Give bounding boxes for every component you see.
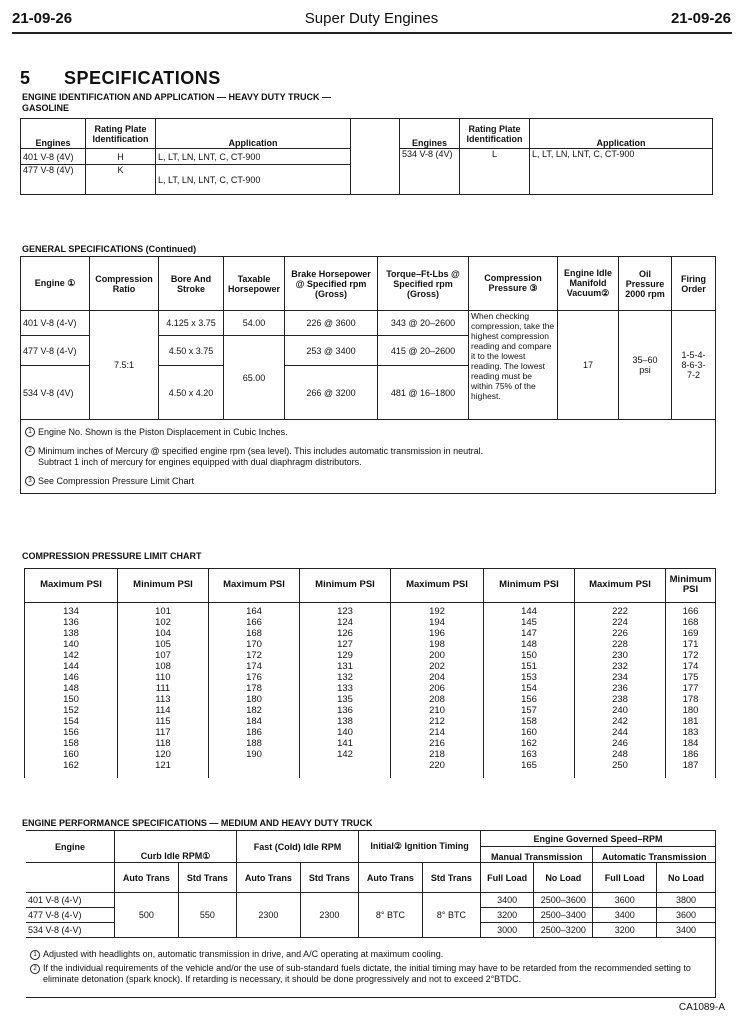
psi-cell: 156 [484, 695, 575, 706]
psi-cell: 196 [391, 629, 484, 640]
psi-cell: 120 [118, 750, 209, 761]
psi-cell: 240 [575, 706, 666, 717]
psi-cell: 152 [25, 706, 118, 717]
note-1: 1 Engine No. Shown is the Piston Displacement in Cubic Inches. [25, 427, 711, 438]
col-comp-pressure: Compression Pressure ③ [469, 257, 558, 311]
col-oil-pressure: Oil Pressure 2000 rpm [619, 257, 672, 311]
psi-cell: 236 [575, 684, 666, 695]
psi-cell: 216 [391, 739, 484, 750]
table-filler [25, 772, 716, 778]
col-engines-r: Engines [400, 119, 460, 149]
table-row: 477 V-8 (4-V) 4.50 x 3.75 65.00 253 @ 3400 415 @ 20–2600 [21, 336, 716, 366]
psi-cell: 162 [484, 739, 575, 750]
psi-cell: 180 [209, 695, 300, 706]
psi-cell: 224 [575, 618, 666, 629]
psi-cell: 210 [391, 706, 484, 717]
psi-cell: 148 [25, 684, 118, 695]
psi-cell: 145 [484, 618, 575, 629]
psi-cell: 157 [484, 706, 575, 717]
psi-cell: 186 [666, 750, 716, 761]
psi-cell: 172 [666, 651, 716, 662]
psi-cell: 154 [484, 684, 575, 695]
psi-cell: 158 [25, 739, 118, 750]
psi-cell: 147 [484, 629, 575, 640]
performance-subtitle: ENGINE PERFORMANCE SPECIFICATIONS — MEDIUM AND HEAVY DUTY TRUCK [22, 818, 373, 828]
psi-cell: 136 [25, 618, 118, 629]
psi-cell: 121 [118, 761, 209, 772]
col-bore-stroke: Bore And Stroke [159, 257, 224, 311]
psi-cell: 150 [25, 695, 118, 706]
psi-cell: 158 [484, 717, 575, 728]
psi-cell: 162 [25, 761, 118, 772]
psi-cell: 107 [118, 651, 209, 662]
psi-cell: 234 [575, 673, 666, 684]
psi-cell: 220 [391, 761, 484, 772]
psi-cell: 206 [391, 684, 484, 695]
psi-cell: 184 [209, 717, 300, 728]
psi-cell: 133 [300, 684, 391, 695]
psi-cell: 246 [575, 739, 666, 750]
psi-cell: 164 [209, 602, 300, 618]
psi-cell: 132 [300, 673, 391, 684]
psi-cell: 198 [391, 640, 484, 651]
psi-cell: 129 [300, 651, 391, 662]
psi-cell: 163 [484, 750, 575, 761]
compression-note: When checking compression, take the highest compression reading and compare it to the lowest reading. The lowest reading must be within 75% of the highest. [469, 311, 558, 420]
psi-cell: 175 [666, 673, 716, 684]
psi-cell: 160 [484, 728, 575, 739]
psi-cell: 140 [300, 728, 391, 739]
col-taxable-hp: Taxable Horsepower [224, 257, 285, 311]
col-engine: Engine ① [21, 257, 90, 311]
psi-cell: 108 [118, 662, 209, 673]
psi-cell: 105 [118, 640, 209, 651]
psi-cell: 187 [666, 761, 716, 772]
psi-cell: 218 [391, 750, 484, 761]
psi-cell: 146 [25, 673, 118, 684]
psi-cell: 169 [666, 629, 716, 640]
perf-note-2: 2 If the individual requirements of the vehicle and/or the use of sub-standard fuels dictate, the initial timing may have to be retarded from the recommended setting to eliminate detonation (spark knock). If retarding is necessary, it should be done progressively and not to exceed 2°BTDC. [30, 963, 711, 985]
psi-cell: 172 [209, 651, 300, 662]
psi-cell: 117 [118, 728, 209, 739]
psi-cell [209, 761, 300, 772]
general-subtitle: GENERAL SPECIFICATIONS (Continued) [22, 244, 197, 254]
psi-cell: 232 [575, 662, 666, 673]
psi-cell: 141 [300, 739, 391, 750]
psi-cell: 226 [575, 629, 666, 640]
psi-cell: 142 [25, 651, 118, 662]
firing-order-value: 1-5-4-8-6-3-7-2 [672, 311, 716, 420]
table-row [25, 750, 716, 761]
psi-cell: 126 [300, 629, 391, 640]
col-compression-ratio: Compression Ratio [90, 257, 159, 311]
psi-cell: 178 [666, 695, 716, 706]
table-row [25, 761, 716, 772]
table-row: 401 V-8 (4V) H L, LT, LN, LNT, C, CT-900 534 V-8 (4V) L L, LT, LN, LNT, C, CT-900 [21, 149, 713, 165]
section-number: 5 [20, 68, 31, 88]
psi-cell: 151 [484, 662, 575, 673]
performance-notes [26, 938, 716, 998]
psi-cell: 230 [575, 651, 666, 662]
psi-cell: 214 [391, 728, 484, 739]
psi-cell: 136 [300, 706, 391, 717]
psi-cell: 135 [300, 695, 391, 706]
psi-cell: 104 [118, 629, 209, 640]
psi-cell: 228 [575, 640, 666, 651]
psi-cell: 171 [666, 640, 716, 651]
psi-cell: 127 [300, 640, 391, 651]
psi-cell: 166 [209, 618, 300, 629]
psi-cell: 111 [118, 684, 209, 695]
page-number-right: 21-09-26 [670, 10, 731, 27]
psi-cell: 184 [666, 739, 716, 750]
psi-cell: 168 [209, 629, 300, 640]
table-row [25, 602, 716, 618]
psi-cell: 138 [300, 717, 391, 728]
psi-cell: 202 [391, 662, 484, 673]
col-vacuum: Engine Idle Manifold Vacuum② [558, 257, 619, 311]
psi-cell: 144 [484, 602, 575, 618]
psi-cell: 242 [575, 717, 666, 728]
psi-cell: 200 [391, 651, 484, 662]
header-rule [12, 32, 732, 34]
section-heading [20, 68, 221, 89]
note-3: 3 See Compression Pressure Limit Chart [25, 476, 711, 487]
page-number-left: 21-09-26 [12, 10, 73, 27]
psi-cell: 190 [209, 750, 300, 761]
general-specs-table [20, 256, 716, 494]
psi-cell: 166 [666, 602, 716, 618]
engine-id-table [20, 118, 713, 195]
col-rating: Rating Plate Identification [86, 119, 156, 149]
psi-cell: 150 [484, 651, 575, 662]
psi-cell: 180 [666, 706, 716, 717]
psi-cell: 115 [118, 717, 209, 728]
table-row: 401 V-8 (4-V) 7.5:1 4.125 x 3.75 54.00 226 @ 3600 343 @ 20–2600 When checking compression, take the highest compression reading and compare it to the lowest reading. The lowest reading must be within 75% of the highest. 17 35–60 psi 1-5-4-8-6-3-7-2 [21, 311, 716, 336]
psi-cell: 208 [391, 695, 484, 706]
performance-table: Engine Curb Idle RPM① Fast (Cold) Idle RPM Initial② Ignition Timing Engine Governed Speed–RPM Manual Transmission Automatic Transmission Auto Trans Std Trans Auto Trans Std Trans Auto Trans Std Trans Full Load No Load Full Load No Load 401 V-8 (4-V) 500 550 2300 2300 8° BTC 8° BTC 3400 2500–3600 3600 3800 477 V-8 (4-V) 3200 2500–3400 3400 3600 534 V-8 (4-V) 3000 2500–3200 3200 3400 1 Adjusted with headlights on, automatic transmission in drive, and A/C operating at maximum cooling. 2 If the individual requirements of the vehicle and/or the use of sub-standard fuels dictate, the initial timing may have to be retarded from the recommended setting to eliminate detonation (spark knock). If retarding is necessary, it should be done progressively and not to exceed 2°BTDC. [26, 830, 716, 998]
compression-ratio: 7.5:1 [90, 311, 159, 420]
psi-cell: 138 [25, 629, 118, 640]
psi-cell: 174 [209, 662, 300, 673]
psi-cell: 153 [484, 673, 575, 684]
psi-cell: 123 [300, 602, 391, 618]
psi-cell: 165 [484, 761, 575, 772]
figure-code: CA1089-A [678, 1002, 725, 1013]
psi-cell: 110 [118, 673, 209, 684]
psi-cell: 170 [209, 640, 300, 651]
section-title: SPECIFICATIONS [64, 68, 221, 88]
col-torque: Torque–Ft-Lbs @ Specified rpm (Gross) [378, 257, 469, 311]
psi-cell: 250 [575, 761, 666, 772]
col-application-r: Application [530, 119, 713, 149]
compression-chart-table: Maximum PSI Minimum PSI Maximum PSI Minimum PSI Maximum PSI Minimum PSI Maximum PSI Minimum PSI 134 101 164 123 192 144 222 166 136 102 166 124 194 145 224 168 138 104 168 126 196 147 226 169 140 105 170 127 198 148 228 171 142 107 172 129 200 150 230 172 144 108 174 131 202 151 232 174 146 110 176 132 204 153 234 175 148 111 178 133 206 154 236 177 150 113 180 135 208 156 238 178 152 114 182 136 210 157 240 180 154 115 184 138 212 158 242 181 156 117 186 140 214 160 244 183 158 118 188 141 216 162 246 184 160 120 190 142 218 163 248 186 162 121 220 165 250 187 [24, 568, 716, 778]
psi-cell: 142 [300, 750, 391, 761]
psi-cell: 160 [25, 750, 118, 761]
compression-rows [25, 602, 716, 778]
psi-cell: 140 [25, 640, 118, 651]
col-firing-order: Firing Order [672, 257, 716, 311]
col-engines: Engines [21, 119, 86, 149]
psi-cell: 102 [118, 618, 209, 629]
table-gap [351, 119, 400, 195]
psi-cell: 182 [209, 706, 300, 717]
general-notes: 1 Engine No. Shown is the Piston Displacement in Cubic Inches. 2 Minimum inches of Mercury @ specified engine rpm (sea level). This includes automatic transmission in neutral. Subtract 1 inch of mercury for engines equipped with dual diaphragm distributors. 3 See Compression Pressure Limit Chart [21, 420, 716, 494]
psi-cell: 174 [666, 662, 716, 673]
psi-cell: 178 [209, 684, 300, 695]
table-row: 477 V-8 (4-V) 3200 2500–3400 3400 3600 [26, 908, 716, 923]
psi-cell: 118 [118, 739, 209, 750]
table-row: 477 V-8 (4V) K L, LT, LN, LNT, C, CT-900 [21, 165, 713, 195]
engine-id-subtitle: ENGINE IDENTIFICATION AND APPLICATION — HEAVY DUTY TRUCK — GASOLINE [22, 92, 332, 113]
psi-cell: 204 [391, 673, 484, 684]
psi-cell: 194 [391, 618, 484, 629]
col-rating-r: Rating Plate Identification [460, 119, 530, 149]
col-brake-hp: Brake Horsepower @ Specified rpm (Gross) [285, 257, 378, 311]
table-row: 534 V-8 (4-V) 3000 2500–3200 3200 3400 [26, 923, 716, 938]
psi-cell: 177 [666, 684, 716, 695]
oil-pressure-value: 35–60 psi [619, 311, 672, 420]
psi-cell: 244 [575, 728, 666, 739]
psi-cell: 248 [575, 750, 666, 761]
psi-cell: 113 [118, 695, 209, 706]
psi-cell: 101 [118, 602, 209, 618]
psi-cell: 188 [209, 739, 300, 750]
perf-note-1: 1 Adjusted with headlights on, automatic transmission in drive, and A/C operating at maximum cooling. [30, 949, 711, 960]
psi-cell: 222 [575, 602, 666, 618]
psi-cell: 186 [209, 728, 300, 739]
col-application: Application [156, 119, 351, 149]
psi-cell: 181 [666, 717, 716, 728]
compression-chart-subtitle: COMPRESSION PRESSURE LIMIT CHART [22, 551, 202, 561]
psi-cell: 134 [25, 602, 118, 618]
psi-cell: 183 [666, 728, 716, 739]
psi-cell: 192 [391, 602, 484, 618]
psi-cell: 131 [300, 662, 391, 673]
psi-cell: 238 [575, 695, 666, 706]
note-2: 2 Minimum inches of Mercury @ specified engine rpm (sea level). This includes automatic transmission in neutral. [25, 446, 711, 457]
psi-cell: 114 [118, 706, 209, 717]
table-row: 401 V-8 (4-V) 500 550 2300 2300 8° BTC 8° BTC 3400 2500–3600 3600 3800 [26, 893, 716, 908]
psi-cell: 124 [300, 618, 391, 629]
psi-cell: 154 [25, 717, 118, 728]
psi-cell: 148 [484, 640, 575, 651]
table-row: 534 V-8 (4V) 4.50 x 4.20 266 @ 3200 481 @ 16–1800 [21, 366, 716, 420]
psi-cell: 156 [25, 728, 118, 739]
psi-cell [300, 761, 391, 772]
psi-cell: 144 [25, 662, 118, 673]
page-title: Super Duty Engines [304, 10, 439, 27]
psi-cell: 212 [391, 717, 484, 728]
vacuum-value: 17 [558, 311, 619, 420]
psi-cell: 176 [209, 673, 300, 684]
psi-cell: 168 [666, 618, 716, 629]
